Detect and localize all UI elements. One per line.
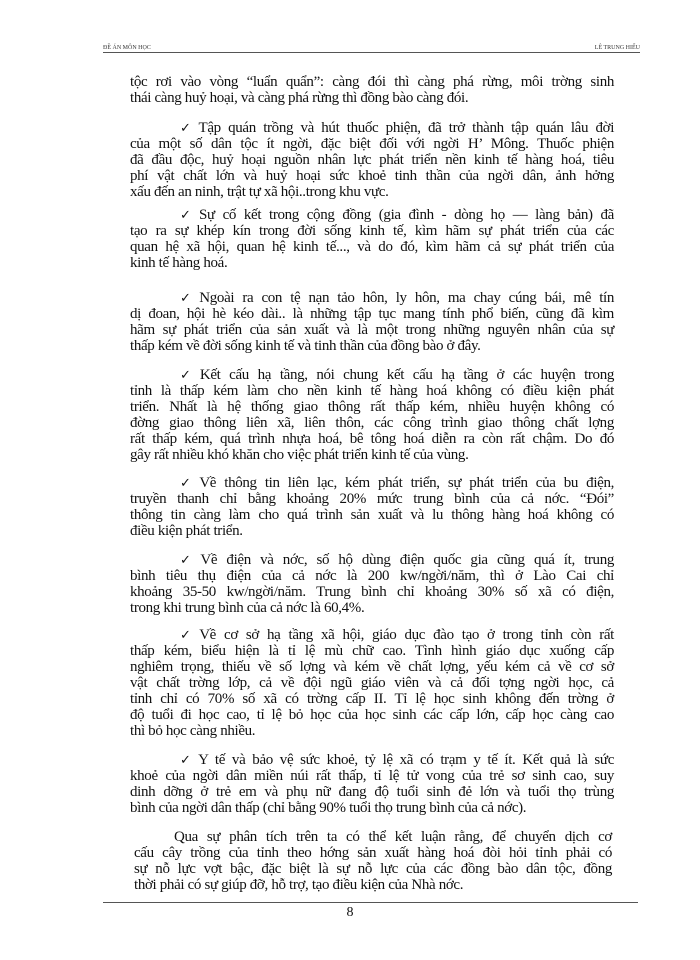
paragraph [130, 74, 614, 106]
paragraph [130, 290, 614, 354]
line-text: khoảng 35-50 kw/ngời/năm. Trung bình chỉ khoảng 30% số xã có điện, [130, 584, 614, 600]
paragraph-line [130, 223, 614, 239]
line-text: đã đầu độc, huỷ hoại nguồn nhân lực phát triển nền kinh tế hàng hoá, tiêu [130, 152, 614, 168]
paragraph-line [130, 306, 614, 322]
paragraph [130, 367, 614, 463]
line-text: kinh tế hàng hoá. [130, 255, 228, 271]
line-text: bình tiêu thụ điện của cả nớc là 200 kw/ngời/năm, thì ở Lào Cai chỉ [130, 568, 614, 584]
paragraph-line [130, 74, 614, 90]
paragraph-line [130, 120, 614, 136]
line-text: thời phải có sự giúp đỡ, hỗ trợ, tạo điều kiện của Nhà nớc. [134, 877, 464, 893]
paragraph-line [130, 691, 614, 707]
line-text: tỉnh chỉ có 70% số xã có trờng cấp II. Tỉ lệ học sinh không đến trờng ở [130, 691, 614, 707]
line-text: hãm sự phát triển của sản xuất và là một trong những nguyên nhân của sự [130, 322, 614, 338]
paragraph-line [130, 367, 614, 383]
paragraph [130, 207, 614, 271]
paragraph-line [130, 707, 614, 723]
paragraph-line [130, 627, 614, 643]
paragraph [130, 752, 614, 816]
paragraph-line [130, 152, 614, 168]
paragraph-line [130, 90, 614, 106]
line-text: độ tuổi đi học cao, tỉ lệ bỏ học của học sinh các cấp lớn, cấp học càng cao [130, 707, 614, 723]
line-text: dị đoan, hội hè kéo dài.. là những tập tục mang tính phổ biến, cũng đã kìm [130, 306, 614, 322]
paragraph-line [130, 552, 614, 568]
checkmark-bullet-icon: ✓ [180, 627, 196, 642]
paragraph-line [130, 431, 614, 447]
checkmark-bullet-icon: ✓ [180, 552, 197, 567]
paragraph-line [130, 723, 614, 739]
paragraph-line [130, 568, 614, 584]
line-text: xấu đến an ninh, trật tự xã hội..trong khu vực. [130, 184, 389, 200]
paragraph-line [130, 290, 614, 306]
line-text: Về cơ sở hạ tầng xã hội, giáo dục đào tạo ở trong tỉnh còn rất [199, 627, 614, 643]
line-text: Y tế và bảo vệ sức khoẻ, tỷ lệ xã có trạm y tế ít. Kết quả là sức [198, 752, 614, 768]
paragraph-line [130, 475, 614, 491]
line-text: nghiêm trọng, thiếu về số lợng và kém về chất lợng, yếu kém cả về cơ sở [130, 659, 614, 675]
paragraph-line [130, 168, 614, 184]
line-text: triển. Nhất là hệ thống giao thông rất thấp kém, nhiều huyện không có [130, 399, 614, 415]
line-text: khoẻ của ngời dân miền núi rất thấp, tỉ lệ tử vong của trẻ sơ sinh cao, suy [130, 768, 614, 784]
line-text: thấp kém về đời sống kinh tế và tinh thần của đồng bào ở đây. [130, 338, 481, 354]
paragraph-line [134, 829, 612, 845]
paragraph-line [130, 768, 614, 784]
paragraph-line [130, 675, 614, 691]
line-text: dinh dỡng ở trẻ em và phụ nữ đang độ tuổi sinh đẻ lớn và tuổi thọ trùng [130, 784, 614, 800]
page-number: 8 [346, 905, 354, 920]
paragraph-line [130, 659, 614, 675]
checkmark-bullet-icon: ✓ [180, 367, 196, 382]
paragraph-line [130, 207, 614, 223]
paragraph-line [130, 184, 614, 200]
line-text: tạo ra sự khép kín trong đời sống kinh tế, kìm hãm sự phát triển của các [130, 223, 614, 239]
line-text: Tập quán trồng và hút thuốc phiện, đã trở thành tập quán lâu đời [198, 120, 615, 136]
line-text: đờng giao thông liên xã, liên thôn, các công trình giao thông chất lợng [130, 415, 614, 431]
line-text: bình của ngời dân thấp (chỉ bằng 90% tuổi thọ trung bình của cả nớc). [130, 800, 527, 816]
line-text: thông tin càng làm cho quá trình sản xuất và lu thông hàng hoá không có [130, 507, 614, 523]
paragraph-line [130, 643, 614, 659]
paragraph-line [130, 415, 614, 431]
paragraph-line [130, 752, 614, 768]
line-text: thì bỏ học càng nhiều. [130, 723, 256, 739]
footer-rule [103, 902, 638, 903]
paragraph-line [130, 523, 614, 539]
line-text: rất thấp kém, quá trình nhựa hoá, bê tông hoá diễn ra còn rất chậm. Do đó [130, 431, 614, 447]
paragraph-line [130, 800, 614, 816]
line-text: gây rất nhiều khó khăn cho việc phát triển kinh tế của vùng. [130, 447, 469, 463]
checkmark-bullet-icon: ✓ [180, 475, 196, 490]
paragraph-line [130, 507, 614, 523]
line-text: điều kiện phát triển. [130, 523, 243, 539]
line-text: quan hệ xã hội, quan hệ kinh tế..., và do đó, kìm hãm cả sự phát triển của [130, 239, 614, 255]
line-text: trong khi trung bình của cả nớc là 60,4%. [130, 600, 365, 616]
header-left-title: ĐỀ ÁN MÔN HỌC [103, 45, 151, 51]
header-right-author: LÊ TRUNG HIẾU [594, 45, 640, 51]
paragraph-line [130, 491, 614, 507]
paragraph-line [130, 600, 614, 616]
paragraph-line [130, 399, 614, 415]
paragraph-line [130, 338, 614, 354]
paragraph-line [130, 584, 614, 600]
line-text: cấu cây trồng của tỉnh theo hớng sản xuất hàng hoá đòi hỏi tỉnh phải có [134, 845, 612, 861]
line-text: vật chất trờng lớp, cả về đội ngũ giáo viên và cả đối tợng ngời học, cả [130, 675, 614, 691]
paragraph [134, 829, 612, 893]
line-text: sự nỗ lực vợt bậc, đặc biệt là sự nỗ lực của các đồng bào dân tộc, đồng [134, 861, 612, 877]
line-text: tỉnh là thấp kém làm cho nền kinh tế hàng hoá không có điều kiện phát [130, 383, 614, 399]
line-text: thái càng huỷ hoại, và càng phá rừng thì đồng bào càng đói. [130, 90, 469, 106]
paragraph-line [130, 322, 614, 338]
paragraph-line [130, 239, 614, 255]
paragraph [130, 120, 614, 200]
line-text: phí vật chất lớn và huỷ hoại sức khoẻ tinh thần của ngời dân, ảnh hởng [130, 168, 614, 184]
paragraph-line [130, 383, 614, 399]
line-text: Về thông tin liên lạc, kém phát triển, sự phát triển của bu điện, [199, 475, 615, 491]
paragraph [130, 627, 614, 739]
line-text: Ngoài ra con tệ nạn tảo hôn, ly hôn, ma chay cúng bái, mê tín [199, 290, 614, 306]
paragraph-line [134, 845, 612, 861]
line-text: thấp kém, biểu hiện là tỉ lệ mù chữ cao. Tình hình giáo dục xuống cấp [130, 643, 614, 659]
checkmark-bullet-icon: ✓ [180, 207, 195, 222]
checkmark-bullet-icon: ✓ [180, 120, 195, 135]
checkmark-bullet-icon: ✓ [180, 752, 195, 767]
paragraph-line [130, 255, 614, 271]
line-text: của một số dân tộc ít ngời, đặc biệt đối với ngời H’ Mông. Thuốc phiện [130, 136, 614, 152]
checkmark-bullet-icon: ✓ [180, 290, 196, 305]
paragraph [130, 475, 614, 539]
paragraph-line [134, 877, 612, 893]
line-text: Kết cấu hạ tầng, nói chung kết cấu hạ tầng ở các huyện trong [199, 367, 614, 383]
line-text: truyền thanh chỉ bằng khoảng 20% mức trung bình của cả nớc. “Đói” [130, 491, 614, 507]
line-text: tộc rơi vào vòng “luẩn quẩn”: càng đói thì càng phá rừng, môi trờng sinh [130, 74, 614, 90]
line-text: Qua sự phân tích trên ta có thể kết luận rằng, để chuyển dịch cơ [174, 829, 612, 845]
paragraph [130, 552, 614, 616]
page-header [103, 44, 640, 53]
line-text: Sự cố kết trong cộng đồng (gia đình - dòng họ — làng bản) đã [198, 207, 614, 223]
paragraph-line [130, 447, 614, 463]
paragraph-line [134, 861, 612, 877]
paragraph-line [130, 136, 614, 152]
paragraph-line [130, 784, 614, 800]
line-text: Về điện và nớc, số hộ dùng điện quốc gia cũng quá ít, trung [200, 552, 614, 568]
